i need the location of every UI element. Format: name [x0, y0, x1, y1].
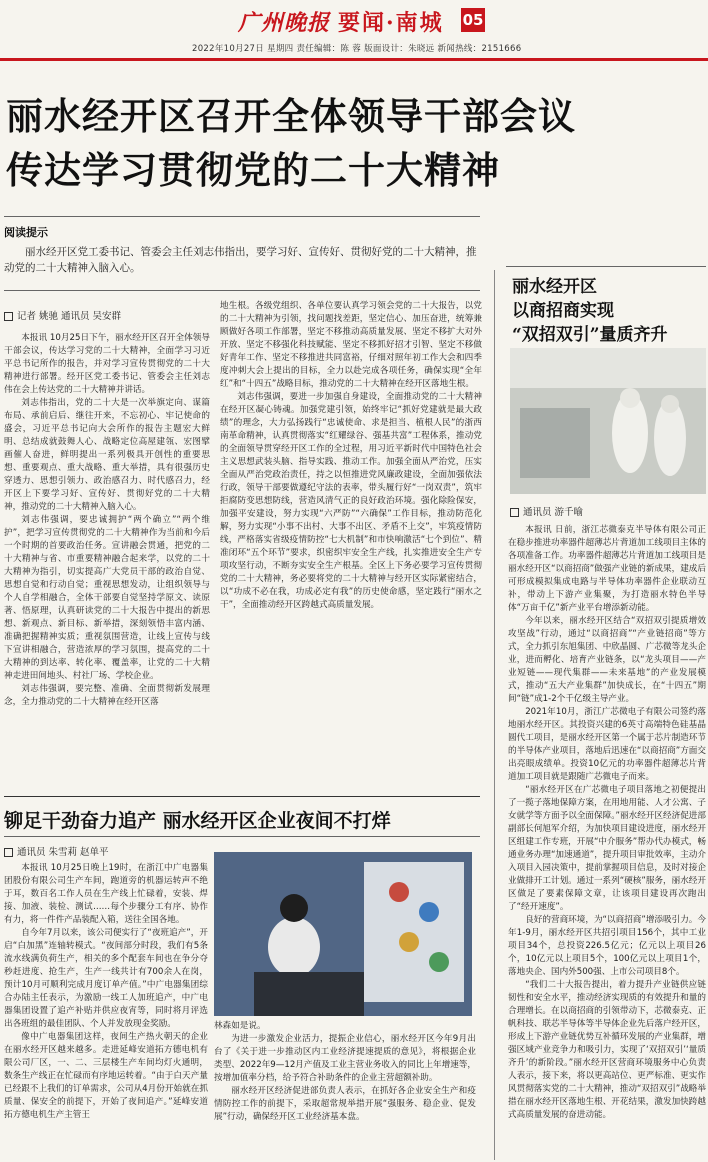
paragraph: 自今年7月以来，该公司便实行了“夜班追产”，开启“白加黑”连轴转模式。“夜间部分时段，我们有5条流水线满负荷生产，相关的多个配套车间也在争分夺秒赶进度、抢生产，生产一线共计有700余人在岗，预计10月可顺利完成月度订单产值。”中广电器集团综合办陆主任表示，为激励一线工人加班追产，中广电器集团设置了追产补贴并供应夜宵等，同时将月评选出各班组的最佳团队、个人并发放现金奖励。 [4, 928, 208, 1029]
paragraph: 本报讯 10月25日下午，丽水经开区召开全体领导干部会议，传达学习党的二十大精神，全面学习习近平总书记所作的报告，并对学习宣传贯彻党的二十大精神进行部署。经开区党工委书记、管委会主任刘志伟在会上传达党的二十大精神并讲话。 [4, 333, 210, 395]
side-headline-line3: “双招双引”量质齐升 [512, 325, 668, 345]
dateline: 2022年10月27日 星期四 责任编辑：陈 蓉 版面设计：朱晓远 新闻热线：2151666 [192, 44, 522, 54]
main-headline-line1: 丽水经开区召开全体领导干部会议 [6, 94, 576, 138]
lead-label: 阅读提示 [4, 226, 48, 239]
square-icon [4, 848, 13, 857]
square-icon [4, 312, 13, 321]
paragraph: “我们二十大报告提出，着力提升产业链供应链韧性和安全水平，推动经济实现质的有效提升和量的合理增长。在以商招商的引领带动下，芯微泰克、正帆科技、联芯半导体等半导体企业先后落户经开区，形成上下游产业链优势互补循环发展的产业集群，增强区域产业竞争力和吸引力，实现了‘双招双引’‘量质齐升’的新阶段。”丽水经开区营商环境服务中心负责人表示，接下来，将以更高站位、更严标准、更实作风贯彻落实党的二十大精神，推动“双招双引”战略举措在丽水经开区落地生根、开花结果，激发加快跨越式高质量发展的奋进动能。 [508, 980, 706, 1120]
byline-text: 通讯员 游千喻 [523, 507, 584, 518]
paragraph: “丽水经开区在广芯微电子项目落地之初便提出了一揽子落地保障方案，在用地用能、人才公寓、子女就学等方面予以全面保障。”丽水经开区经济促进部副部长何旭军介绍，为加快项目建设进度，丽水经开区组建工作专班，开展“中介服务”帮办代办模式，畅通业务办理“加速通道”，提升项目审批效率，主动介入项目入园决策中，提前掌握项目信息，及时对接企业做排开工计划。通过一系列“硬核”服务，丽水经开区做足了要素保障文章，让该项目建设再次跑出了“经开速度”。 [508, 785, 706, 912]
paragraph: 刘志伟强调，要进一步加强自身建设，全面推动党的二十大精神在经开区凝心铸魂。加强党建引领，始终牢记“抓好党建就是最大政绩”的理念，大力弘扬践行“忠诚使命、求是担当、植根人民”的浙西南革命精神，认真贯彻落实“红耀绿谷、强基共富”工程体系，推动党的全面领导贯穿经开区工作的全过程，用习近平新时代中国特色社会主义思想武装头脑、指导实践、推动工作。加强全面从严治党，压实全面从严治党政治责任，持之以恒推进党风廉政建设，全面加强依法行政，领导干部要做遵纪守法的表率，带头履行好“一岗双责”，筑牢拒腐防变思想防线，营造风清气正的良好政治环境。强化除险保安，加强平安建设，努力实现“六严防”“六确保”工作目标，推动防范化解，努力实现“小事不出村、大事不出区、矛盾不上交”，牢筑疫情防线，严格落实省级疫情防控“七大机制”和市快响激活“七个到位”、精准闭环“五个环节”要求，织密织牢安全生产线，扎实推进安全生产专项攻坚行动，不断夯实安全生产根基。全区上下务必要学习宣传贯彻党的二十大精神，务必要将党的二十大精神与经开区实际紧密结合，以“功成不必在我，功成必定有我”的历史使命感，坚定践行“丽水之干”，全面推动经开区跨越式高质量发展。 [220, 392, 482, 610]
divider [4, 290, 480, 291]
paragraph: 地生根。各级党组织、各单位要认真学习领会党的二十大报告，以党的二十大精神为引领，找问题找差距，坚定信心、加压奋进，统筹兼顾做好各项工作部署，坚定不移推动高质量发展、坚定不移扩大对外开放、坚定不移强化科技赋能、坚定不移抓好招才引智、坚定不移做好青年工作、坚定不移推进共同富裕，仔细对照年初工作大会和四季度冲刺大会上提出的目标，全力以赴完成各项任务，确保实现“全年红”和“十四五”战略目标，推动党的二十大精神在经开区落地生根。 [220, 301, 482, 389]
side-headline-line2: 以商招商实现 [512, 301, 614, 321]
square-icon [510, 508, 519, 517]
page-number-badge: 05 [461, 8, 485, 32]
paragraph: 刘志伟强调，要完整、准确、全面贯彻新发展理念，全力推动党的二十大精神在经开区落 [4, 684, 210, 707]
divider [506, 266, 706, 267]
paragraph: 2021年10月，浙江广芯微电子有限公司签约落地丽水经开区。其投资兴建的6英寸高端特色硅基晶圆代工项目，是丽水经开区第一个属于芯片制造环节的半导体产业项目，落地后迅速在“以商招商”方面交出亮眼成绩单。投资10亿元的功率器件超薄芯片背道加工项目就是跟随广芯微电子而来。 [508, 707, 706, 782]
second-article-column-1 [4, 862, 208, 1160]
side-headline-line1: 丽水经开区 [512, 277, 597, 297]
paragraph: 像中广电器集团这样，夜间生产热火朝天的企业在丽水经开区越来越多。走进延峰安道拓方德电机有限公司厂区，一、二、三层楼生产车间均灯火通明，数条生产线正在忙碌而有序地运转着。“由于白天产量已经跟不上我们的订单需求，公司从4月份开始就在抓质量、保安全的前提下，开始了夜间追产。”延峰安道拓方德电机生产主管王 [4, 1032, 208, 1120]
lab-workers-photo [510, 348, 706, 494]
photo-illustration [510, 348, 706, 494]
divider [4, 836, 480, 837]
byline-text: 记者 姚驰 通讯员 吴安群 [17, 311, 122, 322]
column-divider [494, 270, 495, 1160]
paragraph: 本报讯 10月25日晚上19时，在浙江中广电器集团股份有限公司生产车间，跑道旁的机器运转声不绝于耳，数百名工作人员在生产线上忙碌着，安装、焊接、加液、装检、测试……每个步骤分工有序、协作有力，将一件件产品装配入箱，送往全国各地。 [4, 863, 208, 925]
paragraph: 林森如是说。 [214, 1021, 266, 1031]
section-title: 要闻·南城 [338, 10, 444, 36]
main-article-column-2 [220, 300, 482, 774]
second-article-column-2 [214, 1020, 476, 1160]
photo-illustration [214, 852, 472, 1016]
second-byline [4, 844, 109, 858]
header-rule [0, 58, 708, 61]
lead-text: 丽水经开区党工委书记、管委会主任刘志伟指出，要学习好、宣传好、贯彻好党的二十大精神，推动党的二十大精神入脑入心。 [4, 246, 477, 274]
second-headline: 铆足干劲奋力追产 丽水经开区企业夜间不打烊 [4, 810, 391, 832]
main-article-column-1 [4, 332, 210, 772]
side-article-body [508, 524, 706, 1160]
paragraph: 丽水经开区经济促进部负责人表示，在抓好各企业安全生产和疫情防控工作的前提下，采取超常规举措开展“强服务、稳企业、促发展”行动，确保经开区工业经济基本盘。 [214, 1086, 476, 1122]
main-byline [4, 308, 121, 322]
byline-text: 通讯员 朱雪莉 赵单平 [17, 847, 109, 858]
main-headline-line2: 传达学习贯彻党的二十大精神 [6, 148, 500, 192]
paragraph: 今年以来，丽水经开区结合“双招双引提质增效攻坚战”行动，通过“以商招商”“产业链招商”等方式，全力抓引东旭集团、中欣晶圆、广芯微等龙头企业，进而孵化、培育产业链条，以“龙头项目——产业短链——现代集群——未来基地”的产业发展模式，推动“五大产业集群”加快成长，在“十四五”期间“链”成1-2个千亿级主导产业。 [508, 616, 706, 704]
paragraph: 为进一步激发企业活力，提振企业信心，丽水经开区今年9月出台了《关于进一步推动区内工业经济提速提质的意见》，将根据企业类型、2022年9—12月产值及工业主营业务收入的同比上年增速等，按增加值率分档，给予符合补助条件的企业主营超额补助。 [214, 1034, 476, 1083]
paragraph: 本报讯 日前，浙江芯微泰克半导体有限公司正在稳步推进功率器件超薄芯片背道加工线项目主体的各项准备工作。功率器件超薄芯片背道加工线项目是丽水经开区“以商招商”做强产业链的新成果，建成后可形成模拟集成电路与半导体功率器件企业联动互补，带动上下游产业集聚，为打造丽水特色半导体“万亩千亿”新产业平台增添新动能。 [508, 525, 706, 613]
divider [4, 796, 480, 797]
paragraph: 刘志伟指出，党的二十大是一次举旗定向、谋篇布局、承前启后、继往开来，不忘初心、牢记使命的盛会，习近平总书记向大会所作的报告主题宏大鲜明、总结成就鼓舞人心、战略定位高屋建瓴、宏图擘画催人奋进，鲜明提出一系列极具开创性的重要思想、重要观点、重大战略、重大举措，具有很强历史穿透力、思想引领力、政治感召力、时代感召力，经开区上下要学习好、宣传好、贯彻好党的二十大精神，推动党的二十大精神入脑入心。 [4, 398, 210, 512]
paragraph: 刘志伟强调，要忠诚拥护“两个确立”“两个维护”，把学习宣传贯彻党的二十大精神作为当前和今后一个时期的首要政治任务。宣讲融会贯通，把党的二十大精神与省、市重要精神融合起来学，以党的二十大精神为指引，切实提高广大党员干部的政治自觉、思想自觉和行动自觉；重视思想发动，让组织领导与个人自学相融合，全体干部要自觉坚持学原文、读原著、悟原理，认真研读党的二十大报告中提出的新思想、新观点、新目标、新举措，深刻领悟丰富内涵、准确把握精神实质；重视氛围营造，让线上宣传与线下宣讲相融合，营造浓厚的学习氛围，提高党的二十大精神的到达率、转化率、覆盖率，让党的二十大精神走进田间地头、村社厂场、学校企业。 [4, 515, 210, 681]
paragraph: 良好的营商环境，为“以商招商”增添吸引力。今年1-9月，丽水经开区共招引项目156个，其中工业项目34个，总投资226.5亿元；亿元以上项目26个，10亿元以上项目5个，100亿元以上项目1个，落地央企、国内外500强、上市公司项目8个。 [508, 915, 706, 977]
side-byline [510, 504, 583, 518]
divider [4, 216, 480, 217]
newspaper-brand: 广州晚报 [238, 10, 331, 36]
factory-worker-photo [214, 852, 472, 1016]
